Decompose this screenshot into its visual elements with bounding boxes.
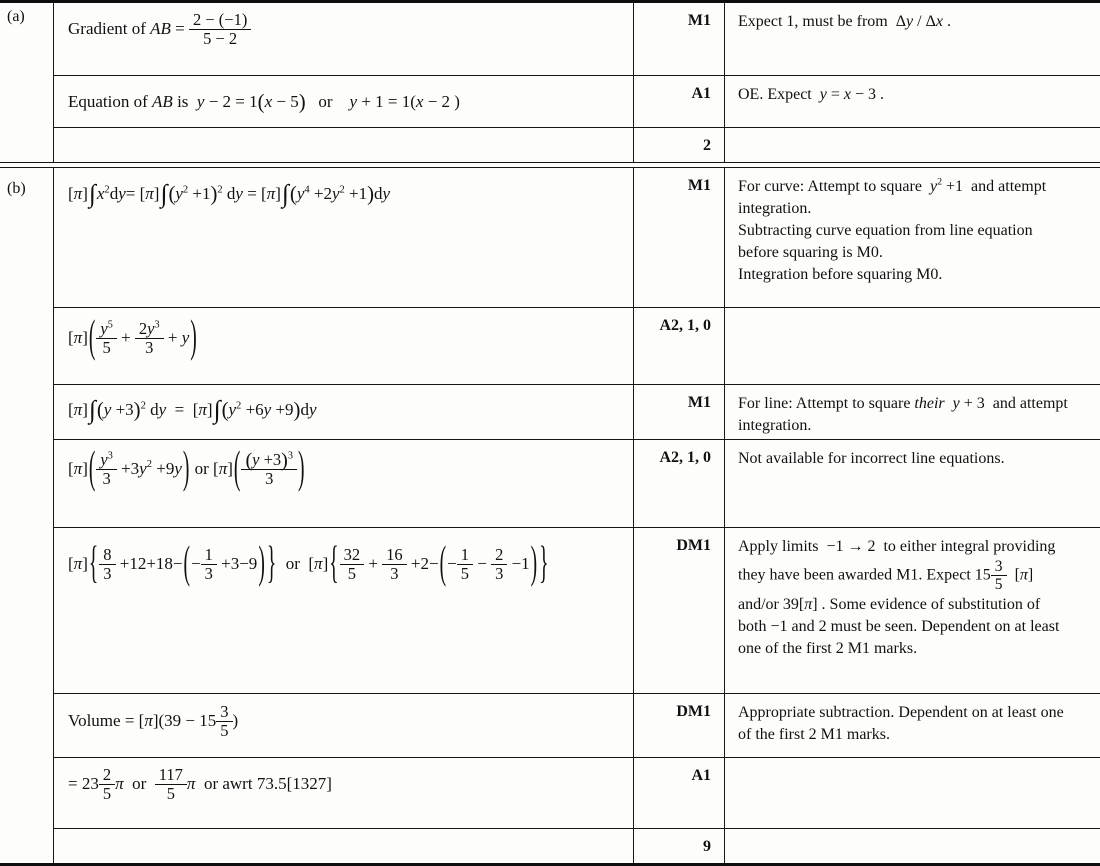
comment-cell	[725, 829, 1100, 864]
mark-cell: DM1	[634, 528, 725, 693]
part-a-rows	[54, 3, 1100, 162]
table-row	[54, 757, 1100, 828]
mark-cell: A2, 1, 0	[634, 308, 725, 384]
mark-total-cell: 9	[634, 829, 725, 864]
mark-cell: A1	[634, 76, 725, 127]
mark-cell: M1	[634, 385, 725, 439]
table-row	[54, 439, 1100, 527]
part-b-rows	[54, 168, 1100, 864]
working-cell: $[\pi]\int(y +3)^2$ dy = $[\pi]\int(y^2 +6y +9)dy$	[54, 385, 634, 439]
part-label-text: (b)	[7, 180, 26, 197]
table-row	[54, 527, 1100, 693]
table-row	[54, 693, 1100, 757]
comment-cell: Appropriate subtraction. Dependent on at least one of the first 2 M1 marks.	[738, 704, 1064, 744]
table-row	[54, 384, 1100, 439]
table-row	[54, 307, 1100, 384]
working-cell: [π]{ $\frac{8}{3}$ +12+18−(− $\frac{1}{3}$ +3−9) } or [π]{ $\frac{32}{5}$ + $\frac{16}{3}$ +2−(− $\frac{1}{5}$ − $\frac{2}{3}$ −1) }	[54, 528, 634, 693]
working-cell	[54, 829, 634, 864]
working-cell: [π]( $\frac{y^3}{3}$ $+3y^2 +9y$) or [π]( $\frac{(y +3)^3}{3}$ )	[54, 440, 634, 527]
mark-cell: A2, 1, 0	[634, 440, 725, 527]
total-row	[54, 828, 1100, 864]
mark-cell: M1	[634, 168, 725, 307]
working-cell: $[\pi]\int x^2dy= [\pi]\int(y^2 +1)^2$ dy = $[\pi]\int(y^4 +2y^2 +1)dy$	[54, 168, 634, 307]
table-row	[54, 3, 1100, 75]
comment-cell	[725, 308, 1100, 384]
part-label-text: (a)	[7, 8, 25, 25]
working-cell	[54, 128, 634, 162]
mark-cell: DM1	[634, 694, 725, 757]
comment-cell	[725, 758, 1100, 828]
working-cell: Gradient of AB = $\frac{2 - (-1)}{5 - 2}$	[54, 3, 634, 75]
comment-cell: Expect 1, must be from Δy / Δx .	[738, 13, 951, 30]
table-row	[54, 75, 1100, 127]
part-b-label	[0, 168, 54, 864]
comment-cell: For line: Attempt to square their y + 3 and attempt integration.	[738, 395, 1068, 435]
comment-cell: Not available for incorrect line equations.	[738, 450, 1005, 467]
working-cell: [π]( $\frac{y^5}{5}$ + $\frac{2y^3}{3}$ + y)	[54, 308, 634, 384]
comment-cell: OE. Expect y = x − 3 .	[738, 86, 885, 103]
comment-cell: Apply limits −1 → 2 to either integral providing they have been awarded M1. Expect 15 $\frac{3}{5}$ [π] and/or 39[π] . Some evidence of substitution of both −1 and 2 must be seen. Dependent on at least one of the first 2 M1 marks.	[738, 538, 1060, 657]
working-cell: Volume = [π](39 − 15 $\frac{3}{5}$ )	[54, 694, 634, 757]
working-cell: = 23 $\frac{2}{5}$ π or $\frac{117}{5}$ π or awrt 73.5[1327]	[54, 758, 634, 828]
table-row	[54, 168, 1100, 307]
part-a-section	[0, 3, 1100, 162]
part-a-label	[0, 3, 54, 162]
mark-cell: M1	[634, 3, 725, 75]
comment-cell: For curve: Attempt to square $y^2 +1$ and attempt integration. Subtracting curve equation from line equation before squaring is M0. Integration before squaring M0.	[738, 176, 1047, 284]
total-row	[54, 127, 1100, 162]
working-cell: Equation of AB is y − 2 = 1(x − 5) or y + 1 = 1(x − 2 )	[54, 76, 634, 127]
mark-cell: A1	[634, 758, 725, 828]
part-b-section	[0, 168, 1100, 864]
mark-total-cell: 2	[634, 128, 725, 162]
comment-cell	[725, 128, 1100, 162]
